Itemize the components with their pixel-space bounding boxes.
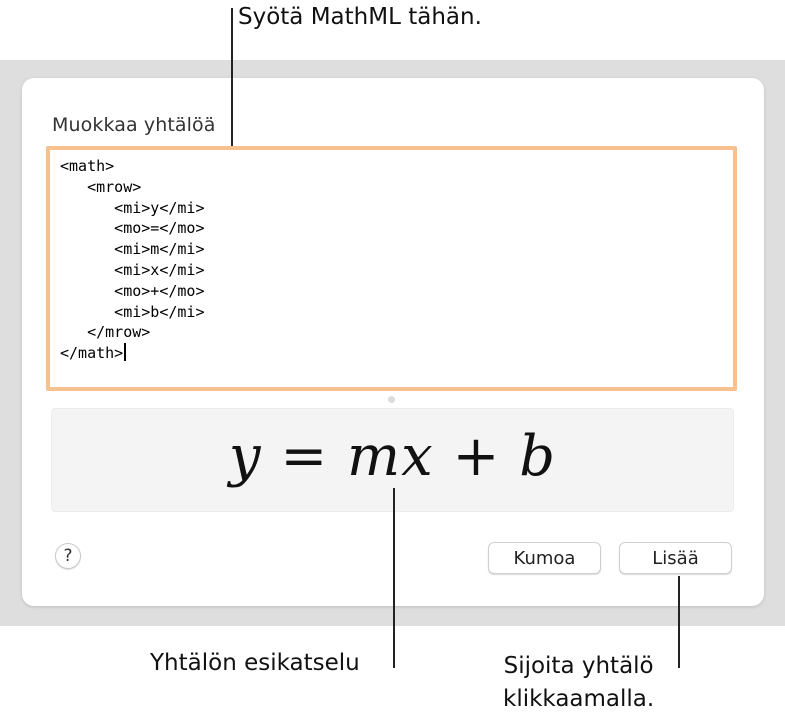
- dialog-title: Muokkaa yhtälöä: [52, 114, 216, 136]
- insert-callout-line2: klikkaamalla.: [503, 686, 655, 712]
- preview-callout-line: [393, 488, 395, 668]
- mathml-code-text: <math> <mrow> <mi>y</mi> <mo>=</mo> <mi>m</mi> <mi>x</mi> <mo>+</mo> <mi>b</mi> </mrow> </math>: [60, 157, 205, 363]
- cancel-button[interactable]: Kumoa: [488, 542, 601, 574]
- editor-callout-line: [231, 8, 233, 146]
- editor-callout: Syötä MathML tähän.: [238, 4, 482, 30]
- insert-callout: [503, 650, 654, 716]
- text-caret: [124, 343, 126, 361]
- help-button[interactable]: ?: [55, 543, 81, 569]
- preview-callout: Yhtälön esikatselu: [150, 650, 360, 676]
- resize-handle[interactable]: [388, 396, 395, 403]
- insert-callout-line: [678, 576, 680, 668]
- mathml-editor[interactable]: [46, 146, 737, 391]
- insert-callout-line1: Sijoita yhtälö: [503, 653, 654, 679]
- insert-button[interactable]: Lisää: [619, 542, 732, 574]
- preview-equation: y = mx + b: [228, 423, 557, 489]
